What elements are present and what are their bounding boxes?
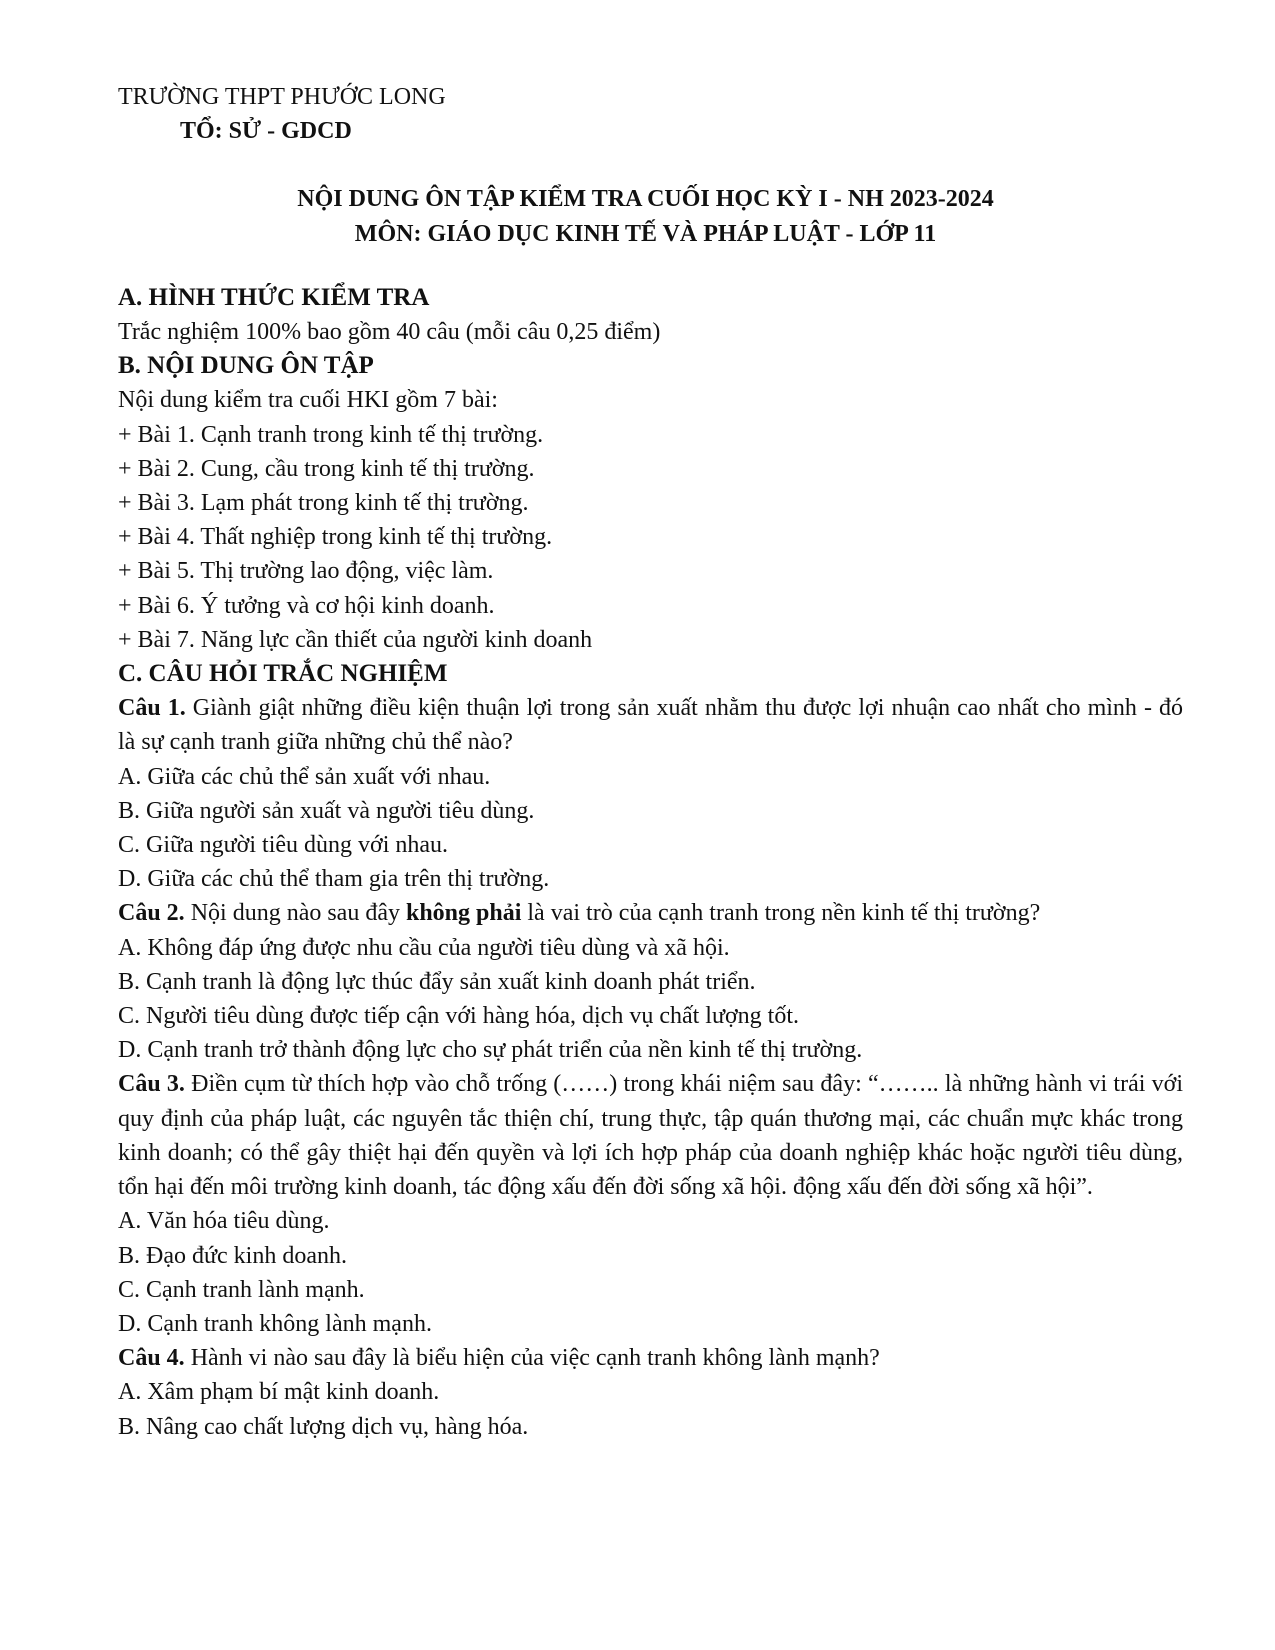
answer-option: B. Nâng cao chất lượng dịch vụ, hàng hóa. xyxy=(118,1413,529,1440)
answer-option: D. Cạnh tranh trở thành động lực cho sự phát triển của nền kinh tế thị trường. xyxy=(118,1037,863,1064)
question-3 xyxy=(118,1067,1183,1204)
lesson-item: + Bài 5. Thị trường lao động, việc làm. xyxy=(118,558,494,585)
section-b-intro: Nội dung kiểm tra cuối HKI gồm 7 bài: xyxy=(118,387,498,414)
answer-option: B. Đạo đức kinh doanh. xyxy=(118,1242,347,1269)
section-c-heading: C. CÂU HỎI TRẮC NGHIỆM xyxy=(118,660,448,688)
lesson-item: + Bài 3. Lạm phát trong kinh tế thị trường. xyxy=(118,490,529,517)
question-4 xyxy=(118,1341,1183,1375)
answer-option: A. Không đáp ứng được nhu cầu của người tiêu dùng và xã hội. xyxy=(118,934,730,961)
question-text: Nội dung nào sau đây xyxy=(184,900,406,927)
lesson-item: + Bài 4. Thất nghiệp trong kinh tế thị trường. xyxy=(118,524,553,551)
question-text: Hành vi nào sau đây là biểu hiện của việc cạnh tranh không lành mạnh? xyxy=(184,1345,880,1372)
section-a-text: Trắc nghiệm 100% bao gồm 40 câu (mỗi câu 0,25 điểm) xyxy=(118,319,661,346)
question-emphasis: không phải xyxy=(405,900,522,927)
section-a-heading: A. HÌNH THỨC KIỂM TRA xyxy=(118,283,430,311)
lesson-item: + Bài 1. Cạnh tranh trong kinh tế thị trường. xyxy=(118,421,544,448)
section-b-heading: B. NỘI DUNG ÔN TẬP xyxy=(118,352,374,380)
question-label: Câu 3. xyxy=(118,1071,185,1098)
answer-option: A. Xâm phạm bí mật kinh doanh. xyxy=(118,1379,440,1406)
question-1 xyxy=(118,691,1183,759)
question-label: Câu 1. xyxy=(118,695,186,722)
question-text: Điền cụm từ thích hợp vào chỗ trống (……) trong khái niệm sau đây: “…….. là những hành vi trái với quy định của pháp luật, các nguyên tắc thiện chí, trung thực, tập quán thương mại, các chuẩn mực khác trong kinh doanh; có thể gây thiệt hại đến quyền và lợi ích hợp pháp của doanh nghiệp khác hoặc người tiêu dùng, tổn hại đến môi trường kinh doanh, tác động xấu đến đời sống xã hội. động xấu đến đời sống xã hội”. xyxy=(118,1071,1183,1201)
document-title: NỘI DUNG ÔN TẬP KIỂM TRA CUỐI HỌC KỲ I - NH 2023-2024 xyxy=(297,186,994,213)
answer-option: C. Cạnh tranh lành mạnh. xyxy=(118,1276,365,1303)
document-subtitle: MÔN: GIÁO DỤC KINH TẾ VÀ PHÁP LUẬT - LỚP 11 xyxy=(354,220,937,247)
question-label: Câu 4. xyxy=(118,1345,185,1372)
answer-option: B. Giữa người sản xuất và người tiêu dùng. xyxy=(118,797,535,824)
answer-option: A. Văn hóa tiêu dùng. xyxy=(118,1208,330,1235)
answer-option: D. Giữa các chủ thể tham gia trên thị trường. xyxy=(118,866,550,893)
answer-option: A. Giữa các chủ thể sản xuất với nhau. xyxy=(118,763,491,790)
school-name: TRƯỜNG THPT PHƯỚC LONG xyxy=(118,84,446,110)
answer-option: D. Cạnh tranh không lành mạnh. xyxy=(118,1310,432,1337)
question-2 xyxy=(118,896,1183,930)
answer-option: C. Người tiêu dùng được tiếp cận với hàng hóa, dịch vụ chất lượng tốt. xyxy=(118,1003,799,1030)
lesson-item: + Bài 2. Cung, cầu trong kinh tế thị trường. xyxy=(118,455,535,482)
document-page xyxy=(118,80,1183,1444)
department-name: TỔ: SỬ - GDCD xyxy=(180,118,352,145)
lesson-item: + Bài 6. Ý tưởng và cơ hội kinh doanh. xyxy=(118,592,495,619)
answer-option: B. Cạnh tranh là động lực thúc đẩy sản xuất kinh doanh phát triển. xyxy=(118,968,756,995)
answer-option: C. Giữa người tiêu dùng với nhau. xyxy=(118,832,449,859)
question-label: Câu 2. xyxy=(118,900,185,927)
question-text: là vai trò của cạnh tranh trong nền kinh tế thị trường? xyxy=(521,900,1041,927)
lesson-item: + Bài 7. Năng lực cần thiết của người kinh doanh xyxy=(118,626,593,653)
question-text: Giành giật những điều kiện thuận lợi trong sản xuất nhằm thu được lợi nhuận cao nhất cho mình - đó là sự cạnh tranh giữa những chủ thể nào? xyxy=(118,695,1183,756)
